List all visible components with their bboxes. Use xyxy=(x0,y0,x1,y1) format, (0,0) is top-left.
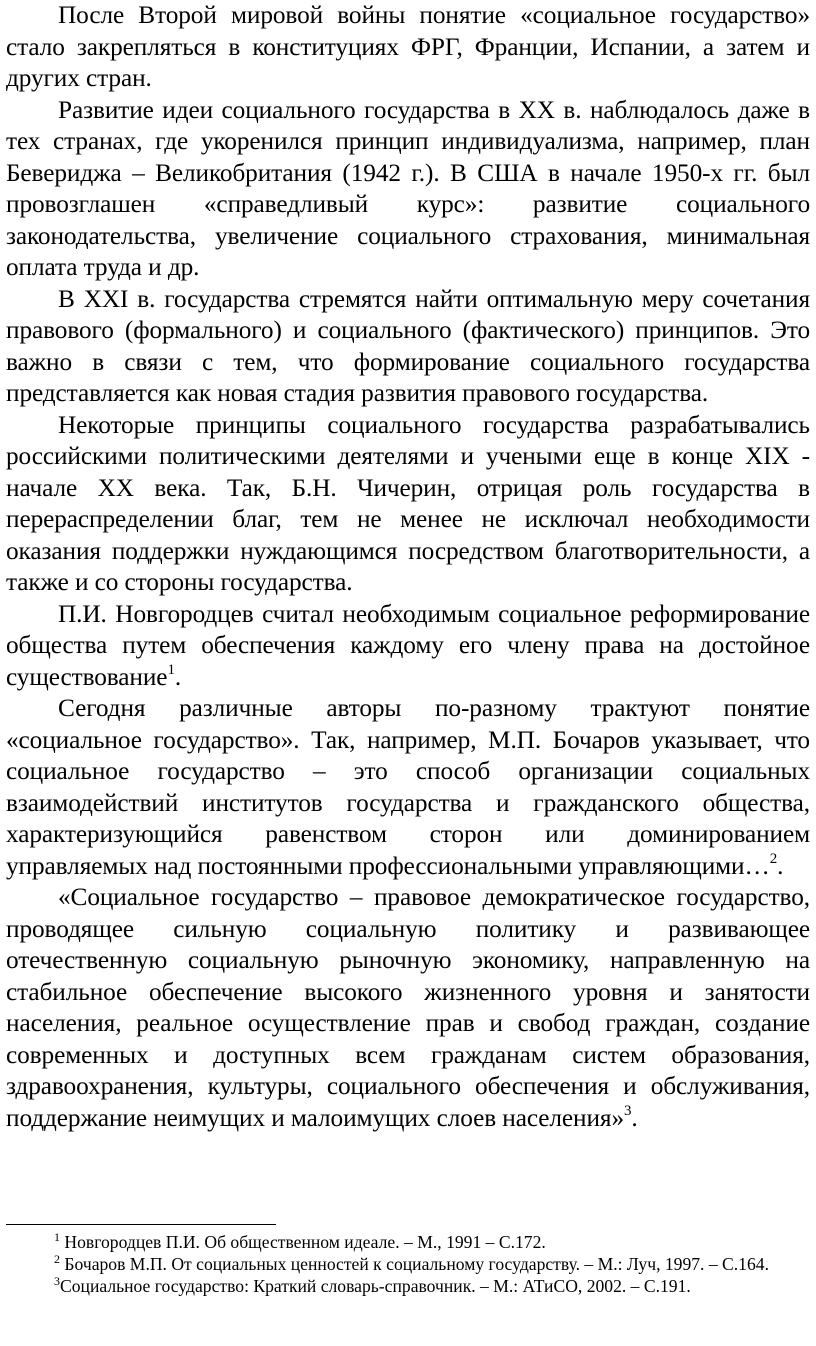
footnote-2: $^2$ Бочаров М.П. От социальных ценностей к социальному государству. – М.: Луч, 1997. – С.164. xyxy=(54,1252,769,1274)
paragraph-3: В XXI в. государства стремятся найти оптимальную меру сочетания правового (формального) и социального (фактического) принципов. Это важно в связи с тем, что формирование социального государства представляется как новая стадия развития правового государства. xyxy=(6,284,810,407)
footnote-ref-2[interactable]: 2 xyxy=(769,850,778,867)
footnote-3: $^3$Социальное государство: Краткий словарь-справочник. – М.: АТиСО, 2002. – С.191. xyxy=(54,1274,691,1296)
footnote-mark-1: 1 xyxy=(54,1230,60,1244)
footnote-ref-3[interactable]: 3 xyxy=(624,1102,632,1119)
footnote-1: $^1$ Новгородцев П.И. Об общественном идеале. – М., 1991 – С.172. xyxy=(54,1230,546,1252)
footnote-mark-2: 2 xyxy=(54,1252,60,1266)
footnote-ref-1[interactable]: 1 xyxy=(167,661,175,678)
paragraph-7: «Социальное государство – правовое демократическое государство, проводящее сильную социальную политику и развивающее отечественную социальную рыночную экономику, направленную на стабильное обеспечение высокого жизненного уровня и занятости населения, реальное осуществление прав и свобод граждан, создание современных и доступных всем гражданам систем образования, здравоохранения, культуры, социального обеспечения и обслуживания, поддержание неимущих и малоимущих слоев населения»$^3$. xyxy=(6,883,810,1132)
paragraph-5: П.И. Новгородцев считал необходимым социальное реформирование общества путем обеспечения каждому его члену права на достойное существование$^1$. xyxy=(6,599,810,691)
main-text xyxy=(6,0,810,1134)
paragraph-2: Развитие идеи социального государства в XX в. наблюдалось даже в тех странах, где укоренился принцип индивидуализма, например, план Бевериджа – Великобритания (1942 г.). В США в начале 1950-х гг. был провозглашен «справедливый курс»: развитие социального законодательства, увеличение социального страхования, минимальная оплата труда и др. xyxy=(6,95,810,281)
footnote-mark-3: 3 xyxy=(54,1274,60,1288)
paragraph-4: Некоторые принципы социального государства разрабатывались российскими политическими деятелями и учеными еще в конце XIX - начале XX века. Так, Б.Н. Чичерин, отрицая роль государства в перераспределении благ, тем не менее не исключал необходимости оказания поддержки нуждающимся посредством благотворительности, а также и со стороны государства. xyxy=(6,410,810,596)
footnote-separator xyxy=(6,1224,276,1225)
paragraph-1: После Второй мировой войны понятие «социальное государство» стало закрепляться в конституциях ФРГ, Франции, Испании, а затем и других стран. xyxy=(6,1,810,92)
footnotes xyxy=(6,1231,810,1297)
paragraph-6: Сегодня различные авторы по-разному трактуют понятие «социальное государство». Так, например, М.П. Бочаров указывает, что социальное государство – это способ организации социальных взаимодействий институтов государства и гражданского общества, характеризующийся равенством сторон или доминированием управляемых над постоянными профессиональными управляющими…$^2$. xyxy=(6,694,810,880)
